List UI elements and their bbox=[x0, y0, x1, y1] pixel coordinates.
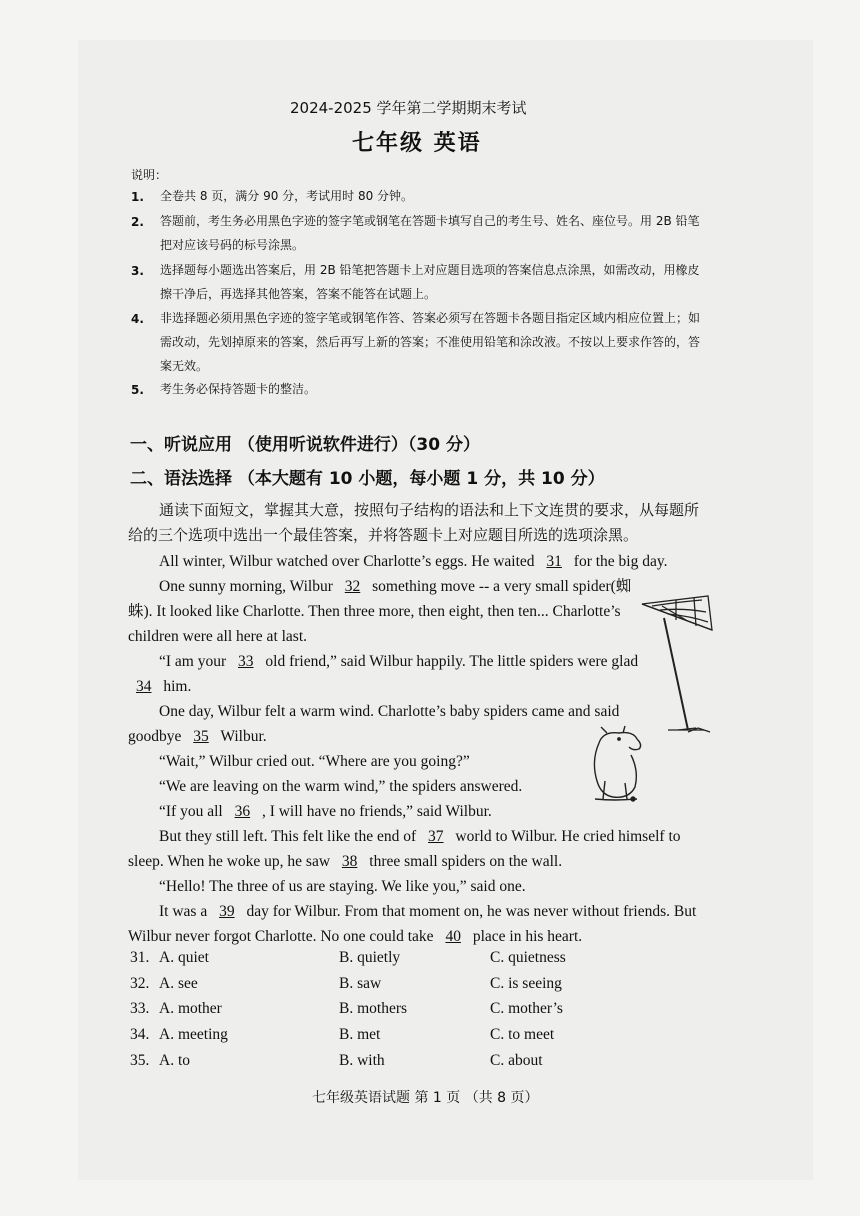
option-a[interactable]: A. quiet bbox=[159, 949, 209, 966]
passage-text: But they still left. This felt like the end of bbox=[159, 828, 421, 845]
instruction-text: 选择题每小题选出答案后，用 2B 铅笔把答题卡上对应题目选项的答案信息点涂黑，如需改动，用橡皮擦干净后，再选择其他答案，答案不能答在试题上。 bbox=[160, 263, 700, 301]
blank-32: 32 bbox=[344, 578, 361, 595]
section-one-heading: 一、听说应用 （使用听说软件进行）（30 分） bbox=[130, 435, 480, 455]
option-b[interactable]: B. mothers bbox=[339, 1000, 408, 1017]
passage-text: One sunny morning, Wilbur bbox=[159, 578, 337, 595]
instruction-text: 答题前，考生务必用黑色字迹的签字笔或钢笔在答题卡填写自己的考生号、姓名、座位号。用 2B 铅笔把对应该号码的标号涂黑。 bbox=[160, 214, 700, 252]
blank-40: 40 bbox=[445, 928, 461, 945]
instruction-text: 非选择题必须用黑色字迹的签字笔或钢笔作答、答案必须写在答题卡各题目指定区域内相应位置上；如需改动，先划掉原来的答案，然后再写上新的答案；不准使用铅笔和涂改液。不按以上要求作答的，答案无效。 bbox=[160, 311, 701, 373]
exam-term-title: 2024-2025 学年第二学期期末考试 bbox=[290, 99, 527, 117]
option-a[interactable]: A. see bbox=[159, 975, 198, 992]
instructions-heading: 说明： bbox=[131, 168, 168, 182]
option-c[interactable]: C. to meet bbox=[490, 1026, 555, 1043]
passage-text: It was a bbox=[159, 903, 212, 920]
blank-38: 38 bbox=[341, 853, 358, 870]
passage-text: All winter, Wilbur watched over Charlotte’s eggs. He waited bbox=[159, 553, 539, 570]
passage-text: place in his heart. bbox=[468, 928, 583, 945]
instruction-text: 考生务必保持答题卡的整洁。 bbox=[160, 382, 317, 396]
instruction-number: 4. bbox=[131, 312, 144, 326]
exam-subject-title: 七年级 英语 bbox=[352, 131, 482, 156]
section-two-heading: 二、语法选择 （本大题有 10 小题，每小题 1 分，共 10 分） bbox=[130, 469, 605, 489]
blank-34: 34 bbox=[136, 678, 152, 695]
passage-text: old friend,” said Wilbur happily. The little spiders were glad bbox=[261, 653, 639, 670]
passage-paragraph bbox=[128, 574, 712, 649]
passage-text: for the big day. bbox=[569, 553, 668, 570]
blank-33: 33 bbox=[238, 653, 254, 670]
passage-text: “If you all bbox=[159, 803, 227, 820]
passage-paragraph: “Wait,” Wilbur cried out. “Where are you going?” bbox=[159, 753, 470, 770]
spider-web-icon bbox=[638, 590, 718, 740]
passage-text: “I am your bbox=[159, 653, 231, 670]
question-number: 31. bbox=[130, 949, 150, 966]
blank-36: 36 bbox=[234, 803, 251, 820]
blank-35: 35 bbox=[193, 728, 209, 745]
passage-paragraph: “Hello! The three of us are staying. We like you,” said one. bbox=[159, 878, 526, 895]
passage-text: something move -- a very small spider(蜘蛛). It looked like Charlotte. Then three more, then eight, then ten... Charlotte’s children were all here at last. bbox=[128, 578, 632, 645]
question-number: 33. bbox=[130, 1000, 150, 1017]
option-b[interactable]: B. saw bbox=[339, 975, 382, 992]
passage-paragraph bbox=[128, 899, 712, 949]
instruction-number: 3. bbox=[131, 264, 144, 278]
passage-text: world to Wilbur. He cried himself to sleep. When he woke up, he saw bbox=[128, 828, 681, 870]
option-a[interactable]: A. to bbox=[159, 1052, 190, 1069]
page-footer: 七年级英语试题 第 1 页 （共 8 页） bbox=[312, 1090, 539, 1106]
passage-text: day for Wilbur. From that moment on, he was never without friends. But Wilbur never forgot Charlotte. No one could take bbox=[128, 903, 697, 945]
question-number: 34. bbox=[130, 1026, 150, 1043]
option-a[interactable]: A. mother bbox=[159, 1000, 222, 1017]
passage-text: , I will have no friends,” said Wilbur. bbox=[258, 803, 492, 820]
passage-paragraph bbox=[128, 824, 712, 874]
passage-paragraph: “We are leaving on the warm wind,” the spiders answered. bbox=[159, 778, 523, 795]
option-c[interactable]: C. mother’s bbox=[490, 1000, 563, 1017]
option-b[interactable]: B. met bbox=[339, 1026, 381, 1043]
instruction-number: 1. bbox=[131, 190, 144, 204]
instruction-number: 2. bbox=[131, 215, 144, 229]
passage-text: One day, Wilbur felt a warm wind. Charlotte’s baby spiders came and said goodbye bbox=[128, 703, 620, 745]
option-c[interactable]: C. is seeing bbox=[490, 975, 562, 992]
option-c[interactable]: C. about bbox=[490, 1052, 543, 1069]
passage-paragraph bbox=[128, 649, 712, 699]
passage-text: three small spiders on the wall. bbox=[365, 853, 563, 870]
passage-paragraph bbox=[128, 549, 712, 574]
option-c[interactable]: C. quietness bbox=[490, 949, 566, 966]
option-a[interactable]: A. meeting bbox=[159, 1026, 228, 1043]
instruction-text: 全卷共 8 页，满分 90 分，考试用时 80 分钟。 bbox=[160, 189, 414, 203]
section-two-directions: 通读下面短文，掌握其大意，按照句子结构的语法和上下文连贯的要求，从每题所给的三个选项中选出一个最佳答案，并将答题卡上对应题目所选的选项涂黑。 bbox=[128, 501, 700, 544]
option-b[interactable]: B. quietly bbox=[339, 949, 401, 966]
option-b[interactable]: B. with bbox=[339, 1052, 385, 1069]
blank-37: 37 bbox=[428, 828, 444, 845]
passage-text: Wilbur. bbox=[216, 728, 267, 745]
question-number: 35. bbox=[130, 1052, 150, 1069]
pig-icon bbox=[585, 725, 655, 805]
question-number: 32. bbox=[130, 975, 150, 992]
instruction-number: 5. bbox=[131, 383, 144, 397]
blank-31: 31 bbox=[546, 553, 562, 570]
passage-text: him. bbox=[159, 678, 192, 695]
blank-39: 39 bbox=[219, 903, 235, 920]
